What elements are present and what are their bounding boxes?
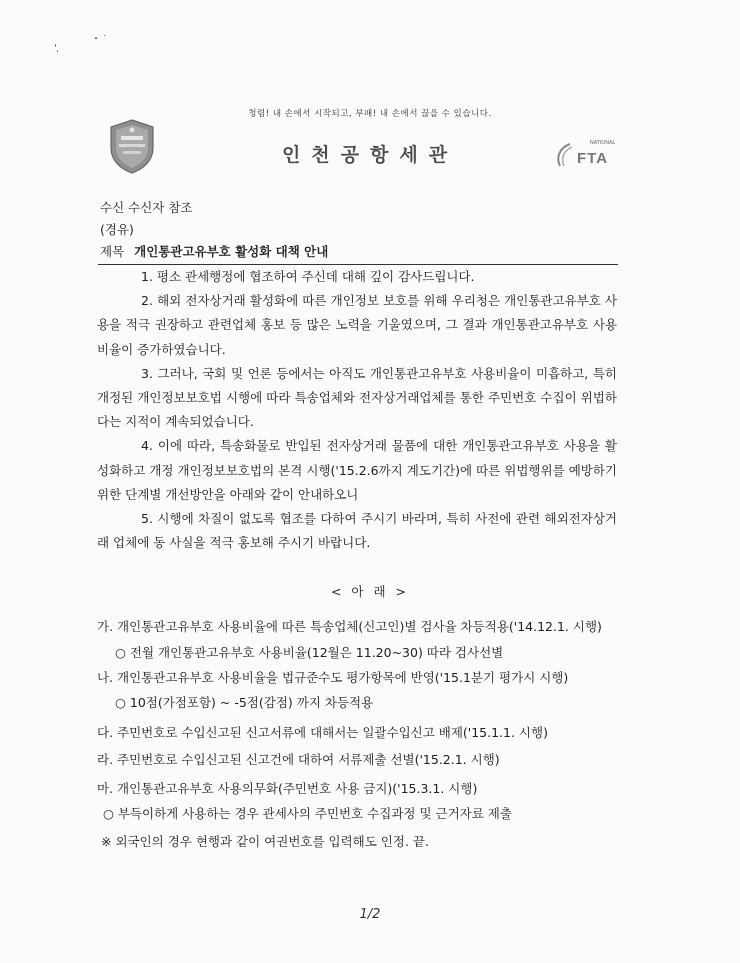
scan-speck [95, 37, 97, 39]
list-item-na-sub: ○ 10점(가점포함) ~ -5점(감점) 까지 차등적용 [115, 695, 374, 710]
paragraph-2: 2. 해외 전자상거래 활성화에 따른 개인정보 보호를 위해 우리청은 개인통관고유부호 사용을 적극 권장하고 관련업체 홍보 등 많은 노력을 기울였으며, 그 결과 개인통관고유부호 사용비율이 증가하였습니다. [97, 293, 617, 357]
via-line: (경유) [100, 222, 134, 237]
note-foreigners: ※ 외국인의 경우 현행과 같이 여권번호를 입력해도 인정. 끝. [101, 834, 429, 849]
paragraph-3: 3. 그러나, 국회 및 언론 등에서는 아직도 개인통관고유부호 사용비율이 미흡하고, 특히 개정된 개인정보보호법 시행에 따라 특송업체와 전자상거래업체를 통한 주민번호 수집이 위법하다는 지적이 계속되었습니다. [97, 365, 617, 430]
organization-title: 인천공항세관 [281, 144, 459, 166]
paragraph-5: 5. 시행에 차질이 없도록 협조를 다하여 주시기 바라며, 특히 사전에 관련 해외전자상거래 업체에 동 사실을 적극 홍보해 주시기 바랍니다. [97, 511, 617, 551]
list-item-da: 다. 주민번호로 수입신고된 신고서류에 대해서는 일괄수입신고 배제('15.1.1. 시행) [97, 725, 548, 740]
list-item-na: 나. 개인통관고유부호 사용비율을 법규준수도 평가항목에 반영('15.1분기 평가시 시행) [97, 670, 569, 685]
paragraph-4: 4. 이에 따라, 특송화물로 반입된 전자상거래 물품에 대한 개인통관고유부호 사용을 활성화하고 개정 개인정보보호법의 본격 시행('15.2.6까지 계도기간)에 따른 위법행위를 예방하기 위한 단계별 개선방안을 아래와 같이 안내하오니 [97, 438, 617, 502]
page-number: 1/2 [359, 907, 381, 922]
list-item-ma: 마. 개인통관고유부호 사용의무화(주민번호 사용 금지)('15.3.1. 시행) [97, 781, 478, 796]
subject-label: 제목 [100, 244, 125, 259]
subject-row [100, 242, 328, 260]
paragraph-1: 1. 평소 관세행정에 협조하여 주신데 대해 깊이 감사드립니다. [141, 269, 475, 284]
list-item-ga-sub: ○ 전월 개인통관고유부호 사용비율(12월은 11.20~30) 따라 검사선별 [115, 645, 504, 660]
customs-emblem-icon [108, 118, 156, 174]
fta-logo-small-text: NATIONAL [590, 140, 616, 146]
scan-speck [57, 50, 58, 52]
list-item-ra: 라. 주민번호로 수입신고된 신고건에 대하여 서류제출 선별('15.2.1. 시행) [97, 752, 500, 767]
list-item-ga: 가. 개인통관고유부호 사용비율에 따른 특송업체(신고인)별 검사율 차등적용('14.12.1. 시행) [97, 619, 602, 634]
scan-speck [104, 35, 105, 36]
subject-text: 개인통관고유부호 활성화 대책 안내 [134, 244, 329, 259]
list-item-ma-sub: ○ 부득이하게 사용하는 경우 관세사의 주민번호 수집과정 및 근거자료 제출 [103, 806, 512, 821]
body-paragraphs [97, 265, 617, 555]
scan-speck [55, 44, 56, 47]
fta-logo-text: FTA [577, 150, 609, 167]
below-section-title: < 아 래 > [330, 584, 410, 599]
integrity-motto: 청렴! 내 손에서 시작되고, 부패! 내 손에서 끊을 수 있습니다. [248, 109, 492, 119]
recipient-line: 수신 수신자 참조 [100, 200, 193, 215]
